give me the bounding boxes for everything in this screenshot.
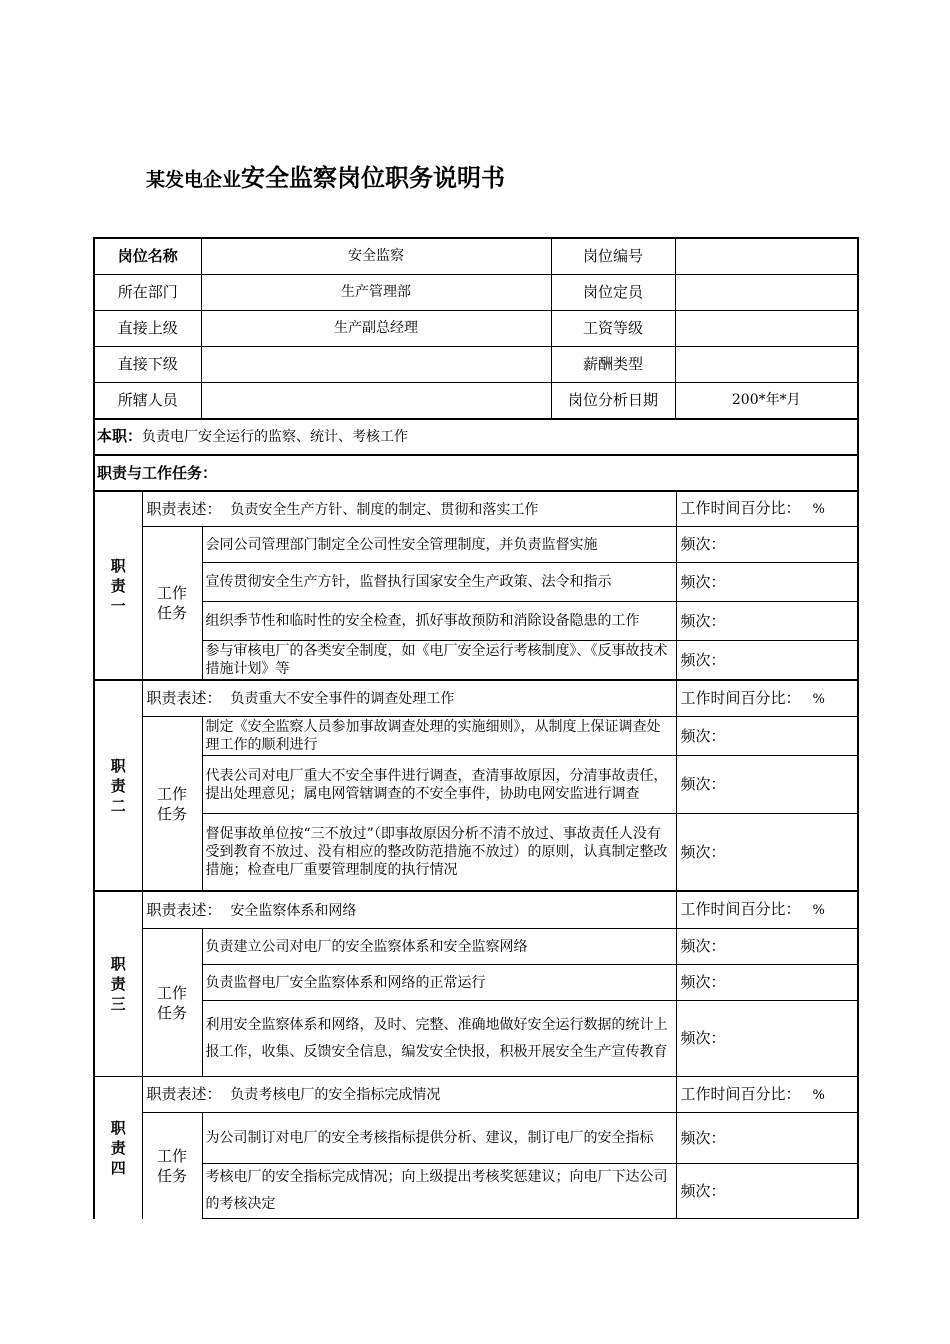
desc-text: 负责考核电厂的安全指标完成情况 [230,1087,441,1103]
task-text: 考核电厂的安全指标完成情况；向上级提出考核奖惩建议；向电厂下达公司的考核决定 [202,1164,676,1219]
superior-label: 直接上级 [94,311,201,347]
staff-value [201,383,551,420]
task-text: 督促事故单位按“三不放过”（即事故原因分析不清不放过、事故责任人没有受到教育不放过、没有相应的整改防范措施不放过）的原则，认真制定整改措施；检查电厂重要管理制度的执行情况 [202,814,676,891]
task-text: 组织季节性和临时性的安全检查，抓好事故预防和消除设备隐患的工作 [202,602,676,641]
duty-desc-row [94,892,858,929]
task-row [94,1164,858,1219]
task-row [94,563,858,602]
frequency: 频次： [676,1113,858,1164]
task-row [94,717,858,756]
document-title [146,158,505,193]
frequency: 频次： [676,1164,858,1219]
analysis-date-label: 岗位分析日期 [551,383,675,420]
header-row [94,311,858,347]
time-unit: % [812,1087,825,1103]
headcount-value [675,275,858,311]
time-percentage [676,1077,858,1113]
subordinate-value [201,347,551,383]
duties-heading-row [93,456,859,492]
duty-label-text: 职责四 [110,1118,126,1177]
duty-block-1 [93,491,859,680]
frequency: 频次： [676,563,858,602]
task-text: 负责监督电厂安全监察体系和网络的正常运行 [202,965,676,1001]
duty-description [142,1077,676,1113]
frequency: 频次： [676,527,858,563]
task-row [94,641,858,680]
duty-block-3 [93,891,859,1077]
duty-label-text: 职责一 [110,556,126,615]
pay-type-label: 薪酬类型 [551,347,675,383]
frequency: 频次： [676,929,858,965]
salary-grade-value [675,311,858,347]
duty-label [94,892,142,1077]
frequency: 频次： [676,641,858,680]
time-label: 工作时间百分比： [680,900,801,918]
task-row [94,965,858,1001]
position-name-value: 安全监察 [201,238,551,275]
task-row [94,1001,858,1077]
task-label [142,1113,202,1219]
task-row [94,929,858,965]
desc-text: 负责重大不安全事件的调查处理工作 [230,691,455,707]
task-label [142,929,202,1077]
subordinate-label: 直接下级 [94,347,201,383]
duty-block-2 [93,680,859,891]
salary-grade-label: 工资等级 [551,311,675,347]
header-row [94,347,858,383]
task-text: 负责建立公司对电厂的安全监察体系和安全监察网络 [202,929,676,965]
header-row [94,383,858,420]
duty-label [94,681,142,891]
task-row [94,1113,858,1164]
duty-label [94,1077,142,1219]
duty-desc-row [94,681,858,717]
superior-value: 生产副总经理 [201,311,551,347]
task-text: 利用安全监察体系和网络，及时、完整、准确地做好安全运行数据的统计上报工作，收集、反馈安全信息，编发安全快报，积极开展安全生产宣传教育 [202,1001,676,1077]
analysis-date-value: 200*年*月 [675,383,858,420]
task-text: 参与审核电厂的各类安全制度，如《电厂安全运行考核制度》、《反事故技术措施计划》等 [202,641,676,680]
frequency: 频次： [676,602,858,641]
task-label-text: 工作任务 [156,584,187,622]
headcount-label: 岗位定员 [551,275,675,311]
time-unit: % [812,691,825,707]
time-unit: % [812,502,825,517]
title-prefix: 某发电企业 [146,169,242,191]
desc-text: 安全监察体系和网络 [230,902,357,919]
desc-prefix: 职责表述： [146,499,222,518]
title-main: 安全监察岗位职务说明书 [241,164,506,192]
desc-prefix: 职责表述： [146,689,222,707]
task-text: 会同公司管理部门制定全公司性安全管理制度，并负责监督实施 [202,527,676,563]
time-label: 工作时间百分比： [680,1084,801,1103]
duty-desc-row [94,492,858,527]
duty-description [142,681,676,717]
frequency: 频次： [676,717,858,756]
task-row [94,756,858,814]
duty-description [142,892,676,929]
desc-prefix: 职责表述： [146,900,222,919]
position-name-label: 岗位名称 [94,238,201,275]
frequency: 频次： [676,1001,858,1077]
duty-description [142,492,676,527]
task-text: 宣传贯彻安全生产方针，监督执行国家安全生产政策、法令和指示 [202,563,676,602]
task-text: 代表公司对电厂重大不安全事件进行调查，查清事故原因，分清事故责任，提出处理意见；属电网管辖调查的不安全事件，协助电网安监进行调查 [202,756,676,814]
task-row [94,602,858,641]
staff-label: 所辖人员 [94,383,201,420]
task-label-text: 工作任务 [156,784,187,823]
department-value: 生产管理部 [201,275,551,311]
duties-heading: 职责与工作任务： [97,464,218,482]
duty-label-text: 职责二 [110,756,126,815]
time-percentage [676,892,858,929]
task-row [94,527,858,563]
task-text: 制定《安全监察人员参加事故调查处理的实施细则》，从制度上保证调查处理工作的顺利进行 [202,717,676,756]
core-duty-label: 本职： [97,427,143,445]
position-no-value [675,238,858,275]
position-no-label: 岗位编号 [551,238,675,275]
task-text: 为公司制订对电厂的安全考核指标提供分析、建议，制订电厂的安全指标 [202,1113,676,1164]
duty-block-4 [93,1076,859,1219]
duty-desc-row [94,1077,858,1113]
task-label-text: 工作任务 [156,983,187,1022]
frequency: 频次： [676,814,858,891]
desc-text: 负责安全生产方针、制度的制定、贯彻和落实工作 [230,501,539,518]
core-duty-text: 负责电厂安全运行的监察、统计、考核工作 [142,429,409,445]
duty-label-text: 职责三 [110,955,126,1013]
header-row [94,238,858,275]
department-label: 所在部门 [94,275,201,311]
time-label: 工作时间百分比： [680,499,801,517]
task-row [94,814,858,891]
time-unit: % [812,903,825,918]
frequency: 频次： [676,756,858,814]
header-row [94,275,858,311]
task-label-text: 工作任务 [156,1146,187,1185]
task-label [142,717,202,891]
duty-label [94,492,142,680]
time-percentage [676,681,858,717]
pay-type-value [675,347,858,383]
frequency: 频次： [676,965,858,1001]
core-duty-row [93,419,859,456]
time-percentage [676,492,858,527]
task-label [142,527,202,680]
desc-prefix: 职责表述： [146,1085,222,1103]
time-label: 工作时间百分比： [680,688,801,707]
header-table [93,237,859,420]
